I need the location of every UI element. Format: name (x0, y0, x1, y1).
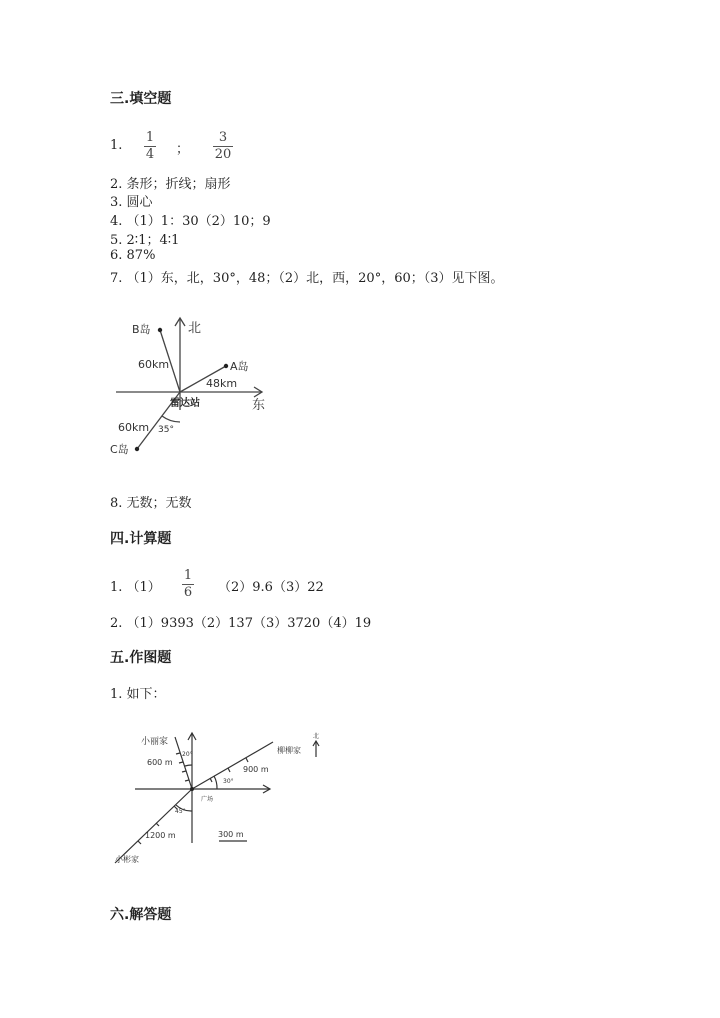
angle-20-label: 20° (182, 751, 193, 758)
section-title-draw: 五.作图题 (110, 650, 172, 666)
fill-q5: 5. 2∶1；4∶1 (110, 233, 180, 248)
fill-q4: 4. （1）1：30（2）10；9 (110, 214, 271, 229)
arc-30 (214, 776, 217, 789)
distance-b: 60km (138, 358, 170, 371)
north-label: 北 (188, 321, 202, 336)
fraction-denominator: 4 (145, 147, 155, 162)
distance-a: 48km (206, 377, 238, 390)
angle-30-label: 30° (223, 778, 234, 785)
fraction-three-twentieths (212, 130, 234, 163)
a-island-label: A岛 (230, 360, 249, 373)
section-title-fill: 三.填空题 (110, 91, 172, 107)
fraction-numerator: 3 (218, 130, 228, 145)
fraction-numerator: 1 (145, 130, 155, 145)
angle-arc (162, 416, 180, 422)
angle-45-label: 45° (175, 808, 186, 815)
station-label: 雷达站 (170, 398, 200, 409)
calc-q1-label: 1. （1） (110, 580, 161, 595)
draw-q1: 1. 如下： (110, 687, 166, 702)
line-to-xiaobin (115, 789, 192, 863)
point-c (135, 447, 139, 451)
fraction-one-sixth (180, 568, 196, 601)
line-to-xiaoli (175, 737, 192, 789)
distance-xiaobin: 1200 m (145, 831, 176, 840)
section-title-answer: 六.解答题 (110, 907, 172, 923)
distance-c: 60km (118, 421, 150, 434)
fill-q1-separator: ； (176, 142, 190, 157)
c-island-label: C岛 (110, 443, 129, 456)
fraction-numerator: 1 (183, 568, 193, 583)
fill-q7: 7. （1）东，北，30°，48；（2）北，西，20°，60；（3）见下图。 (110, 271, 504, 286)
point-b (158, 328, 162, 332)
point-a (224, 364, 228, 368)
distance-liuliu: 900 m (243, 765, 269, 774)
fraction-one-quarter (142, 130, 158, 163)
square-point (190, 787, 194, 791)
xiaobin-label: 小彬家 (115, 855, 139, 864)
angle-label: 35° (158, 425, 174, 435)
fill-q3: 3. 圆心 (110, 195, 153, 210)
square-label: 广场 (201, 796, 214, 803)
small-north-label: 北 (313, 733, 320, 740)
arc-20 (185, 765, 192, 766)
xiaoli-label: 小丽家 (141, 737, 169, 747)
fill-q2: 2. 条形；折线；扇形 (110, 177, 231, 192)
square-map-diagram (105, 725, 335, 870)
fill-q6: 6. 87% (110, 248, 156, 263)
section-title-calc: 四.计算题 (110, 531, 172, 547)
radar-station-diagram (100, 310, 280, 465)
calc-q2: 2. （1）9393（2）137（3）3720（4）19 (110, 616, 372, 631)
b-island-label: B岛 (132, 323, 151, 336)
calc-q1-rest: （2）9.6（3）22 (218, 580, 324, 595)
fraction-denominator: 6 (183, 585, 193, 600)
scale-label: 300 m (218, 830, 244, 839)
east-label: 东 (252, 398, 266, 413)
fill-q8: 8. 无数；无数 (110, 496, 192, 511)
fraction-denominator: 20 (214, 147, 232, 162)
liuliu-label: 柳柳家 (277, 746, 301, 755)
fill-q1-label: 1. (110, 138, 123, 153)
distance-xiaoli: 600 m (147, 758, 173, 767)
